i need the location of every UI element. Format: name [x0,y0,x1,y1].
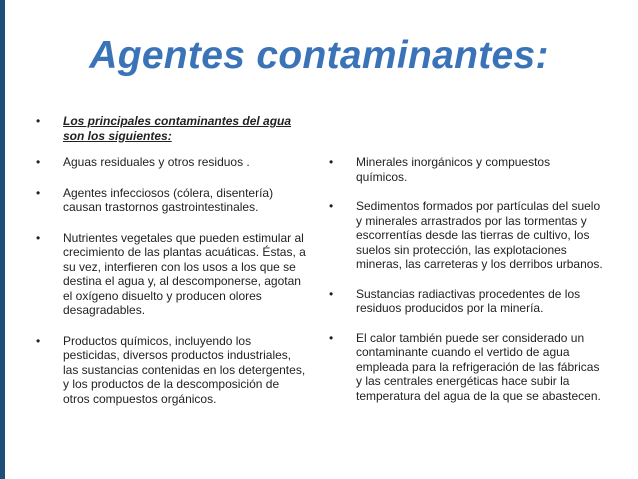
list-item-nutrientes [36,231,308,318]
list-item-minerales [329,155,604,184]
list-item-aguas-residuales [36,155,308,170]
right-bullet-list [329,155,604,418]
list-item-text: Productos químicos, incluyendo los pesticidas, diversos productos industriales, las sustancias contenidas en los detergentes, y los productos de la descomposición de otros compuestos orgánicos. [63,333,306,406]
intro-text: Los principales contaminantes del agua son los siguientes: [63,114,292,143]
bullet-icon: • [329,155,334,169]
list-item-text: Sustancias radiactivas procedentes de los residuos producidos por la minería. [356,286,581,315]
list-item-calor [329,331,604,404]
bullet-icon: • [329,330,334,345]
list-item-productos-quimicos [36,334,308,407]
bullet-icon: • [36,333,41,348]
bullet-icon: • [329,199,334,213]
list-item-text: Aguas residuales y otros residuos . [63,155,250,169]
bullet-icon: • [36,185,41,200]
bullet-icon: • [36,114,41,128]
list-item-intro [36,114,308,143]
slide-title: Agentes contaminantes: [89,34,549,77]
list-item-text: Minerales inorgánicos y compuestos químicos. [356,155,551,184]
list-item-sustancias-radiactivas [329,287,604,316]
list-item-agentes-infecciosos [36,186,308,215]
list-item-text: Sedimentos formados por partículas del suelo y minerales arrastrados por las tormentas y escorrentías desde las tierras de cultivo, los suelos sin protección, las explotaciones mineras, las carreteras y los derribos urbanos. [356,199,603,271]
list-item-sedimentos [329,199,604,272]
bullet-icon: • [36,155,41,169]
bullet-icon: • [329,286,334,301]
bullet-icon: • [36,230,41,245]
list-item-text: El calor también puede ser considerado un contaminante cuando el vertido de agua empleada para la refrigeración de las fábricas y las centrales energéticas hace subir la temperatura del agua de la que se abastecen. [356,330,601,403]
left-bullet-list [36,114,308,422]
list-item-text: Agentes infecciosos (cólera, disentería) causan trastornos gastrointestinales. [63,185,274,214]
list-item-text: Nutrientes vegetales que pueden estimular al crecimiento de las plantas acuáticas. Éstas, a su vez, interfieren con los usos a los que se destina el agua y, al descomponerse, agotan el oxígeno disuelto y producen olores desagradables. [63,230,306,317]
